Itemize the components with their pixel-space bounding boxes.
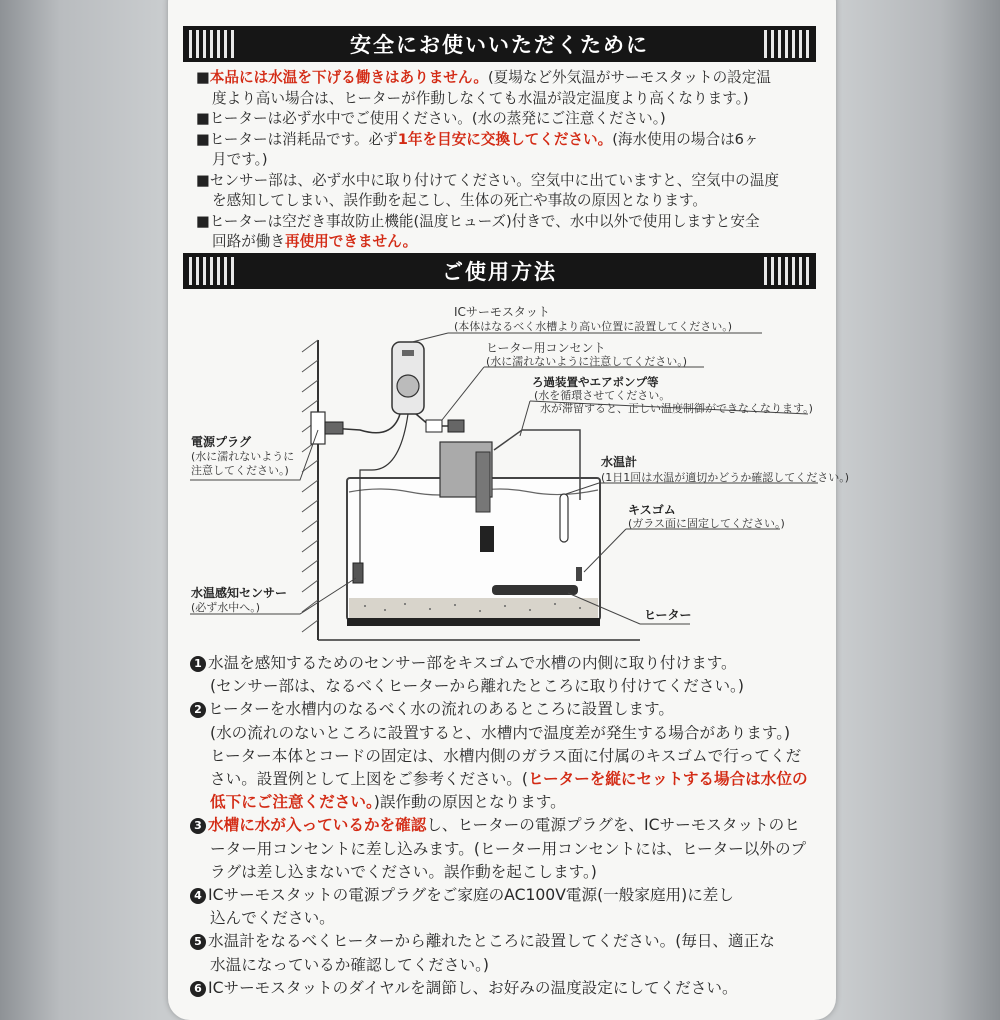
text-line (190, 884, 830, 907)
step-number-badge: 3 (190, 818, 206, 834)
body-text: 月です。) (212, 151, 268, 168)
body-text: ヒーター本体とコードの固定は、水槽内側のガラス面に付属のキスゴムで行ってくだ (210, 746, 802, 765)
kiss-rubber-label: キスゴム (628, 503, 676, 517)
body-text: し、ヒーターの電源プラグを、ICサーモスタットのヒ (426, 816, 800, 835)
step-number-badge: 5 (190, 934, 206, 950)
body-text: ヒーターは必ず水中でご使用ください。(水の蒸発にご注意ください。) (209, 110, 666, 127)
body-text: ヒーターを水槽内のなるべく水の流れのあるところに設置します。 (208, 700, 674, 719)
temperature-sensor (353, 563, 363, 583)
bullet-square-icon: ■ (196, 69, 210, 86)
body-text: を感知してしまい、誤作動を起こし、生体の死亡や事故の原因となります。 (212, 192, 708, 209)
bullet-square-icon: ■ (196, 212, 210, 230)
heater-label: ヒーター (644, 608, 692, 622)
power-plug (325, 422, 343, 434)
emphasis-text: 水槽に水が入っているかを確認 (208, 816, 427, 835)
usage-step (190, 930, 830, 976)
text-line (190, 838, 830, 861)
text-line (190, 745, 830, 768)
heater (492, 585, 578, 595)
emphasis-text: 本品には水温を下げる働きはありません。 (209, 69, 488, 86)
outlet-label: ヒーター用コンセント (486, 341, 606, 355)
body-text: センサー部は、必ず水中に取り付けてください。空気中に出ていますと、空気中の温度 (209, 171, 779, 189)
ic-thermostat (392, 342, 424, 414)
body-text: (海水使用の場合は6ヶ (612, 130, 759, 148)
usage-step (190, 698, 830, 814)
plug-note-1: (水に濡れないように (191, 450, 295, 463)
text-line (190, 814, 830, 837)
step-number-badge: 1 (190, 656, 206, 672)
body-text: 水温になっているか確認してください。) (210, 955, 489, 974)
emphasis-text: 再使用できません。 (284, 233, 418, 250)
body-text: さい。設置例として上図をご参考ください。( (210, 770, 528, 789)
text-line (190, 954, 830, 977)
text-line (190, 791, 830, 814)
body-text: )誤作動の原因となります。 (373, 793, 566, 812)
usage-step (190, 884, 830, 930)
body-text: ラグは差し込まないでください。誤作動を起こします。) (210, 862, 597, 881)
usage-step (190, 652, 830, 698)
text-line (190, 907, 830, 930)
outlet-note: (水に濡れないように注意してください。) (486, 355, 688, 368)
emphasis-text: 低下にご注意ください。 (210, 793, 374, 812)
body-text: 水温を感知するためのセンサー部をキスゴムで水槽の内側に取り付けます。 (208, 654, 737, 672)
emphasis-text: 1年を目安に交換してください。 (397, 130, 613, 148)
bullet-square-icon: ■ (196, 130, 210, 148)
sensor-note: (必ず水中へ。) (191, 601, 261, 614)
wall-outlet (311, 412, 325, 444)
body-text: (夏場など外気温がサーモスタットの設定温 (487, 69, 771, 86)
text-line (190, 652, 830, 675)
text-line (190, 930, 830, 953)
ic-thermostat-label: ICサーモスタット (454, 305, 550, 319)
filter-note-2: 水が滞留すると、正しい温度制御ができなくなります。) (540, 402, 813, 415)
text-line (190, 722, 830, 745)
step-number-badge: 6 (190, 981, 206, 997)
plug-label: 電源プラグ (191, 435, 252, 449)
ic-thermostat-note: (本体はなるべく水槽より高い位置に設置してください。) (454, 320, 733, 333)
filter-label: ろ過装置やエアポンプ等 (532, 375, 659, 389)
thermometer-note: (1日1回は水温が適切かどうか確認してください。) (601, 471, 850, 484)
body-text: ーター用コンセントに差し込みます。(ヒーター用コンセントには、ヒーター以外のプ (210, 839, 807, 858)
usage-steps (190, 652, 830, 1000)
plug-note-2: 注意してください。) (191, 464, 289, 477)
text-line (190, 768, 830, 791)
body-text: 度より高い場合は、ヒーターが作動しなくても水温が設定温度より高くなります。) (212, 89, 749, 107)
body-text: 回路が働き (212, 233, 285, 250)
body-text: 込んでください。 (210, 909, 335, 928)
body-text: ICサーモスタットのダイヤルを調節し、お好みの温度設定にしてください。 (208, 978, 738, 997)
step-number-badge: 2 (190, 702, 206, 718)
usage-step (190, 814, 830, 884)
bullet-square-icon: ■ (196, 110, 210, 127)
body-text: (センサー部は、なるべくヒーターから離れたところに取り付けてください。) (210, 677, 744, 696)
thermometer (560, 494, 568, 542)
body-text: 水温計をなるべくヒーターから離れたところに設置してください。(毎日、適正な (208, 932, 775, 951)
kiss-rubber-note: (ガラス面に固定してください。) (628, 517, 785, 530)
text-line (190, 977, 830, 1000)
text-line (190, 861, 830, 884)
text-line (190, 698, 830, 721)
body-text: ヒーターは空だき事故防止機能(温度ヒューズ)付きで、水中以外で使用しますと安全 (209, 212, 760, 230)
thermometer-label: 水温計 (601, 455, 638, 469)
body-text: (水の流れのないところに設置すると、水槽内で温度差が発生する場合があります。) (210, 723, 791, 742)
emphasis-text: ヒーターを縦にセットする場合は水位の (527, 770, 808, 789)
bullet-square-icon: ■ (196, 171, 210, 189)
body-text: ICサーモスタットの電源プラグをご家庭のAC100V電源(一般家庭用)に差し (208, 886, 734, 905)
usage-section-title: ご使用方法 (442, 260, 557, 284)
step-number-badge: 4 (190, 888, 206, 904)
usage-step (190, 977, 830, 1000)
filter-note-1: (水を循環させてください。 (534, 389, 671, 402)
safety-section-title: 安全にお使いいただくために (350, 33, 649, 57)
sensor-label: 水温感知センサー (191, 586, 288, 600)
text-line (190, 675, 830, 698)
body-text: ヒーターは消耗品です。必ず (209, 130, 398, 148)
